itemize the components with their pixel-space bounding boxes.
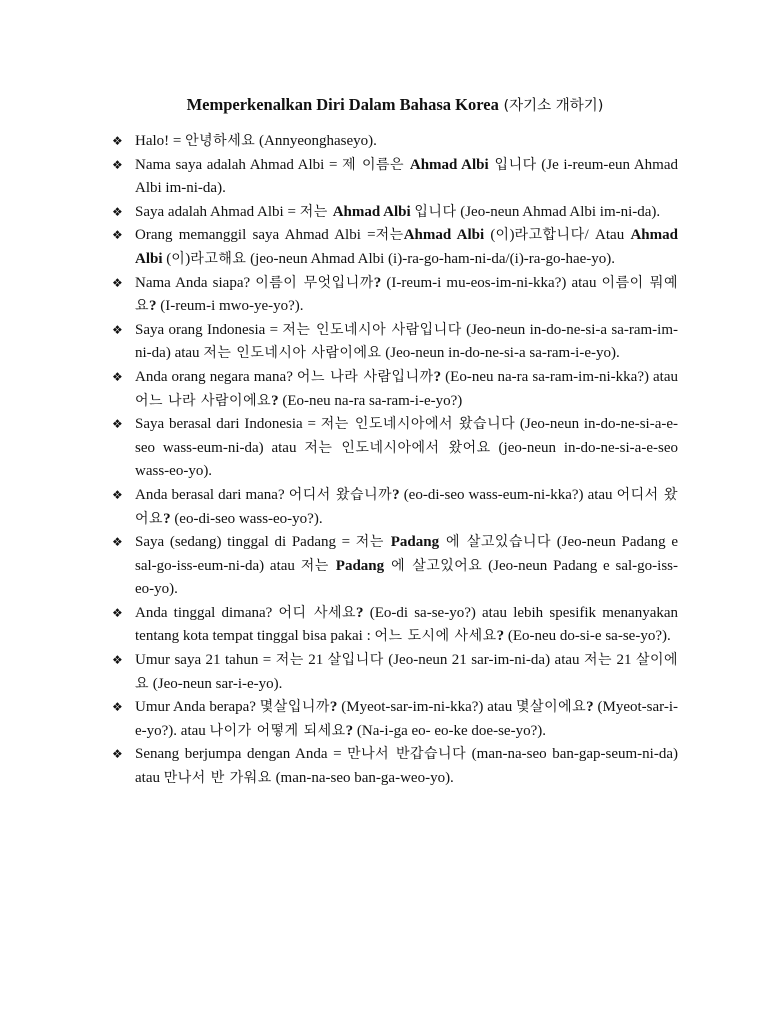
text-segment: (Jeo-neun sar-i-e-yo). bbox=[149, 675, 283, 692]
text-segment: ) bbox=[185, 250, 191, 267]
bold-segment: ? bbox=[392, 486, 400, 503]
korean-segment: 라고해요 bbox=[190, 250, 247, 267]
bold-segment: ? bbox=[163, 510, 171, 527]
diamond-bullet-icon: ❖ bbox=[112, 417, 123, 432]
phrase-item bbox=[112, 319, 678, 366]
bold-segment: Ahmad Albi bbox=[403, 227, 485, 244]
bold-segment: ? bbox=[586, 699, 594, 716]
phrase-item bbox=[112, 743, 678, 790]
text-segment: Umur saya 21 tahun = bbox=[135, 652, 276, 669]
bold-segment: Ahmad Albi bbox=[332, 203, 415, 220]
phrase-item bbox=[112, 201, 678, 225]
diamond-bullet-icon: ❖ bbox=[112, 157, 123, 172]
text-segment: Saya orang Indonesia = bbox=[135, 321, 283, 338]
text-segment: (Jeo-neun 21 sar-im-ni-da) atau bbox=[383, 652, 584, 669]
diamond-bullet-icon: ❖ bbox=[112, 322, 123, 337]
text-segment: Senang berjumpa dengan Anda = bbox=[135, 746, 348, 763]
korean-segment: 저는 bbox=[375, 227, 404, 244]
korean-segment: 에 살고있어요 bbox=[384, 557, 483, 574]
korean-segment: 저는 bbox=[299, 203, 333, 220]
text-segment: Anda berasal dari mana? bbox=[135, 486, 289, 503]
korean-segment: 살이에요 bbox=[135, 652, 679, 692]
text-segment: Halo! = bbox=[135, 133, 186, 149]
text-segment: (Jeo-neun Ahmad Albi im-ni-da). bbox=[456, 203, 661, 220]
phrase-item bbox=[112, 484, 678, 531]
bold-segment: Padang bbox=[390, 534, 440, 551]
text-segment: (eo-di-seo wass-eum-ni-kka?) atau bbox=[399, 486, 617, 503]
text-segment: ) bbox=[509, 227, 515, 244]
text-segment: Umur Anda berapa? bbox=[135, 699, 260, 716]
diamond-bullet-icon: ❖ bbox=[112, 487, 123, 502]
text-segment: (Eo-neu na-ra sa-ram-i-e-yo?) bbox=[278, 392, 463, 409]
text-segment: (I-reum-i mwo-ye-yo?). bbox=[156, 298, 304, 315]
korean-segment: 입니다 bbox=[414, 203, 457, 220]
phrase-list bbox=[112, 130, 678, 791]
korean-segment: 저는 인도네시아 사람이에요 bbox=[203, 345, 382, 362]
korean-segment: 저는 bbox=[355, 534, 391, 551]
diamond-bullet-icon: ❖ bbox=[112, 653, 123, 668]
text-segment: (Jeo-neun in-do-ne-si-a sa-ram-im-ni-da) atau bbox=[135, 321, 678, 362]
diamond-bullet-icon: ❖ bbox=[112, 228, 123, 243]
bold-segment: Ahmad Albi bbox=[135, 227, 678, 267]
text-segment: (Eo-neu do-si-e sa-se-yo?). bbox=[504, 628, 671, 645]
phrase-item bbox=[112, 696, 678, 743]
bold-segment: Ahmad Albi bbox=[409, 156, 489, 173]
korean-segment: 어디서 왔습니까 bbox=[288, 486, 393, 503]
korean-segment: 어디서 왔어요 bbox=[135, 486, 678, 527]
korean-segment: 이 bbox=[495, 227, 510, 244]
bold-segment: ? bbox=[373, 274, 382, 291]
korean-segment: 살입니다 bbox=[327, 652, 384, 669]
bold-segment: ? bbox=[356, 604, 364, 621]
text-segment: (Eo-di sa-se-yo?) atau lebih spesifik menanyakan tentang kota tempat tinggal bisa pakai : bbox=[135, 604, 679, 645]
bold-segment: ? bbox=[496, 628, 505, 645]
text-segment: ( bbox=[162, 250, 172, 267]
text-segment: (eo-di-seo wass-eo-yo?). bbox=[170, 510, 323, 527]
korean-segment: 저는 bbox=[583, 652, 613, 669]
diamond-bullet-icon: ❖ bbox=[112, 204, 123, 219]
bold-segment: ? bbox=[433, 368, 442, 385]
korean-segment: 저는 bbox=[300, 557, 336, 574]
text-segment: (Myeot-sar-im-ni-kka?) atau bbox=[337, 699, 517, 716]
korean-segment: 이 bbox=[171, 250, 186, 267]
korean-segment: 저는 bbox=[275, 652, 304, 669]
text-segment: (Myeot-sar-i-e-yo?). atau bbox=[135, 699, 678, 739]
diamond-bullet-icon: ❖ bbox=[112, 747, 123, 762]
text-segment: (Jeo-neun in-do-ne-si-a-e-seo wass-eum-ni-da) atau bbox=[135, 416, 679, 456]
phrase-item bbox=[112, 649, 678, 696]
bold-segment: ? bbox=[329, 699, 338, 716]
text-segment: Saya adalah Ahmad Albi = bbox=[135, 203, 300, 220]
phrase-item bbox=[112, 366, 678, 413]
diamond-bullet-icon: ❖ bbox=[112, 134, 123, 148]
phrase-item bbox=[112, 130, 678, 154]
phrase-item bbox=[112, 272, 678, 319]
title-korean: (자기소 개하기) bbox=[498, 98, 604, 114]
text-segment: (Na-i-ga eo- eo-ke doe-se-yo?). bbox=[353, 722, 546, 739]
diamond-bullet-icon: ❖ bbox=[112, 275, 123, 290]
korean-segment: 만나서 반 가워요 bbox=[163, 770, 272, 787]
korean-segment: 어느 나라 사람입니까 bbox=[296, 368, 434, 385]
diamond-bullet-icon: ❖ bbox=[112, 605, 123, 620]
diamond-bullet-icon: ❖ bbox=[112, 369, 123, 384]
text-segment: (Jeo-neun in-do-ne-si-a sa-ram-i-e-yo). bbox=[381, 345, 620, 362]
phrase-item bbox=[112, 154, 678, 201]
text-segment: Nama Anda siapa? bbox=[135, 274, 256, 291]
korean-segment: 이름이 무엇입니까 bbox=[255, 274, 374, 291]
korean-segment: 이름이 뭐예요 bbox=[135, 274, 678, 315]
korean-segment: 몇살이에요 bbox=[516, 699, 587, 716]
text-segment: Orang memanggil saya Ahmad Albi = bbox=[135, 227, 376, 244]
text-segment: (Annyeonghaseyo). bbox=[255, 133, 377, 149]
text-segment: 21 bbox=[303, 652, 328, 669]
korean-segment: 저는 인도네시아 사람입니다 bbox=[282, 321, 462, 338]
bold-segment: ? bbox=[345, 722, 354, 739]
document-title bbox=[110, 94, 680, 117]
text-segment: (jeo-neun in-do-ne-si-a-e-seo wass-eo-yo). bbox=[135, 439, 678, 480]
korean-segment: 어디 사세요 bbox=[278, 604, 357, 621]
phrase-item bbox=[112, 413, 678, 484]
phrase-item bbox=[112, 531, 678, 602]
bold-segment: ? bbox=[149, 298, 157, 315]
korean-segment: 나이가 어떻게 되세요 bbox=[209, 722, 346, 739]
text-segment: Anda orang negara mana? bbox=[135, 368, 297, 385]
korean-segment: 제 이름은 bbox=[342, 156, 410, 173]
text-segment: (jeo-neun Ahmad Albi (i)-ra-go-ham-ni-da/(i)-ra-go-hae-yo). bbox=[246, 250, 616, 267]
korean-segment: 저는 인도네시아에서 왔습니다 bbox=[320, 416, 516, 433]
text-segment: (man-na-seo ban-ga-weo-yo). bbox=[271, 770, 454, 787]
korean-segment: 저는 인도네시아에서 왔어요 bbox=[304, 439, 491, 456]
text-segment: 21 bbox=[612, 652, 636, 669]
title-indonesian: Memperkenalkan Diri Dalam Bahasa Korea bbox=[186, 95, 499, 114]
text-segment: Nama saya adalah Ahmad Albi = bbox=[135, 156, 343, 173]
phrase-item bbox=[112, 602, 678, 649]
text-segment: (I-reum-i mu-eos-im-ni-kka?) atau bbox=[381, 274, 602, 291]
bold-segment: ? bbox=[271, 392, 279, 409]
text-segment: Saya berasal dari Indonesia = bbox=[135, 416, 321, 433]
text-segment: / Atau bbox=[584, 227, 631, 244]
korean-segment: 어느 도시에 사세요 bbox=[374, 628, 497, 645]
text-segment: ( bbox=[484, 227, 496, 244]
text-segment: (Je i-reum-eun Ahmad Albi im-ni-da). bbox=[135, 156, 678, 197]
phrase-item bbox=[112, 224, 678, 271]
text-segment: Anda tinggal dimana? bbox=[135, 604, 279, 621]
text-segment: (Eo-neu na-ra sa-ram-im-ni-kka?) atau bbox=[441, 368, 678, 385]
korean-segment: 안녕하세요 bbox=[185, 133, 256, 149]
text-segment: (Jeo-neun Padang e sal-go-iss-eum-ni-da) atau bbox=[135, 534, 678, 574]
text-segment: Saya (sedang) tinggal di Padang = bbox=[135, 534, 356, 551]
diamond-bullet-icon: ❖ bbox=[112, 535, 123, 550]
korean-segment: 만나서 반갑습니다 bbox=[347, 746, 467, 763]
korean-segment: 에 살고있습니다 bbox=[439, 534, 552, 551]
korean-segment: 입니다 bbox=[488, 156, 537, 173]
text-segment: (Jeo-neun Padang e sal-go-iss-eo-yo). bbox=[135, 557, 679, 598]
bold-segment: Padang bbox=[335, 557, 385, 574]
text-segment: (man-na-seo ban-gap-seum-ni-da) atau bbox=[135, 746, 678, 787]
korean-segment: 라고합니다 bbox=[514, 227, 585, 244]
korean-segment: 어느 나라 사람이에요 bbox=[135, 392, 272, 409]
korean-segment: 몇살입니까 bbox=[259, 699, 330, 716]
diamond-bullet-icon: ❖ bbox=[112, 700, 123, 715]
